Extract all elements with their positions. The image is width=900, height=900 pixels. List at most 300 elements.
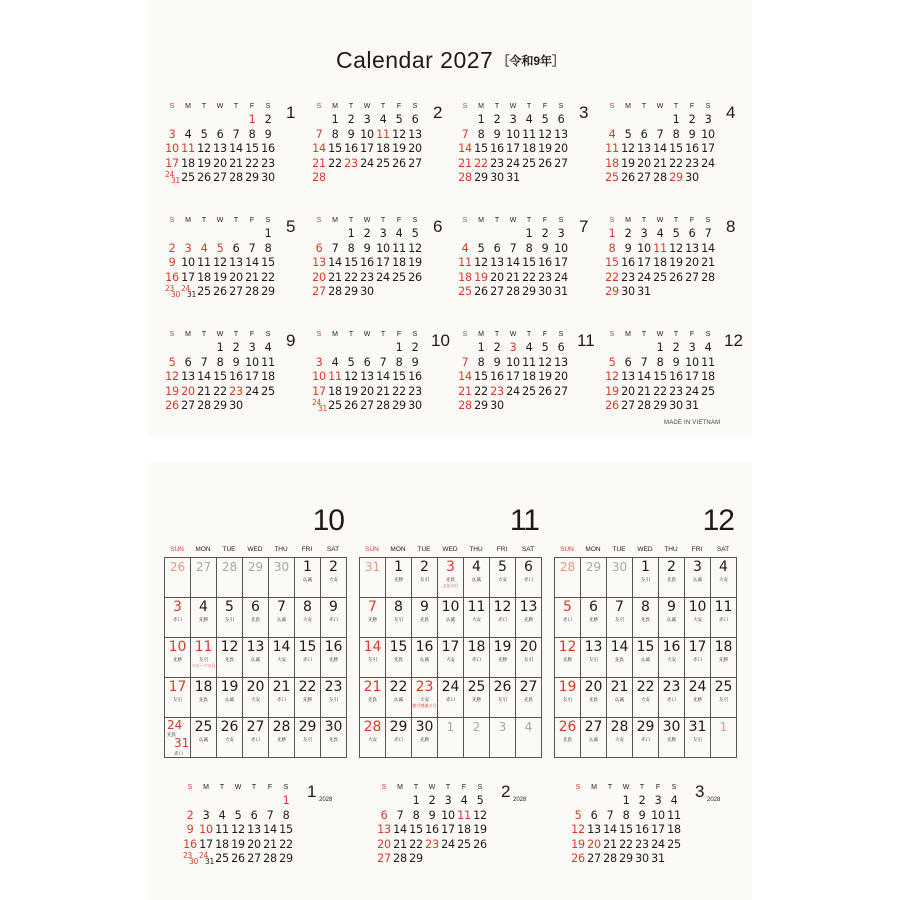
day-cell: 30 bbox=[669, 399, 683, 412]
day-cell: 21 bbox=[653, 156, 667, 170]
day-cell: 9 bbox=[541, 241, 549, 255]
weekday-label: T bbox=[494, 103, 500, 110]
rokuyo-label: 赤口 bbox=[693, 658, 702, 663]
rokuyo-label: 大安 bbox=[420, 698, 429, 703]
rokuyo-label: 先勝 bbox=[303, 698, 312, 703]
day-cell: 16 bbox=[360, 256, 374, 269]
day-cell: 14 bbox=[458, 370, 472, 383]
day-cell bbox=[321, 678, 347, 718]
day-cell: 27 bbox=[554, 156, 568, 170]
day-cell: 9 bbox=[428, 808, 436, 822]
day-cell: 2 bbox=[688, 113, 696, 126]
day-cell: 5 bbox=[347, 355, 355, 369]
day-cell: 25 bbox=[376, 156, 390, 170]
day-number: 2 bbox=[667, 559, 676, 575]
week-row bbox=[604, 113, 744, 128]
weekday-label: SUN bbox=[560, 546, 574, 553]
day-cell: 2 bbox=[363, 227, 371, 240]
day-cell bbox=[516, 678, 542, 718]
day-cell: 2 bbox=[232, 341, 240, 354]
day-cell bbox=[243, 598, 269, 638]
day-cell: 13 bbox=[637, 142, 651, 155]
day-number: 24 bbox=[199, 851, 208, 860]
day-cell: 17 bbox=[360, 142, 374, 155]
rokuyo-label: 友引 bbox=[641, 578, 650, 583]
day-number: 24 bbox=[688, 679, 707, 695]
day-cell: 18 bbox=[215, 837, 229, 851]
day-number: 9 bbox=[329, 599, 338, 615]
day-number: 23 bbox=[415, 679, 434, 695]
day-cell: 12 bbox=[538, 127, 552, 141]
rokuyo-label: 赤口 bbox=[563, 618, 572, 623]
day-cell: 29 bbox=[279, 852, 293, 865]
calendar-sheet-bottom bbox=[148, 463, 752, 900]
rokuyo-label: 先勝 bbox=[199, 618, 208, 623]
day-cell bbox=[607, 638, 633, 678]
weekday-label: T bbox=[219, 784, 225, 791]
day-number: 9 bbox=[420, 599, 429, 615]
day-cell: 4 bbox=[525, 113, 533, 126]
mini-month-2 bbox=[376, 781, 527, 867]
day-cell: 26 bbox=[605, 399, 619, 412]
weekday-label: W bbox=[216, 217, 224, 224]
day-cell: 12 bbox=[605, 370, 619, 383]
rokuyo-label: 赤口 bbox=[173, 618, 182, 623]
day-cell: 4 bbox=[460, 794, 468, 807]
day-cell: 20 bbox=[685, 256, 699, 269]
day-cell bbox=[191, 638, 217, 678]
day-cell: 3 bbox=[704, 113, 712, 126]
weekday-label: M bbox=[185, 217, 191, 224]
week-row bbox=[604, 256, 744, 271]
month-grid bbox=[359, 557, 542, 758]
rokuyo-label: 大安 bbox=[641, 698, 650, 703]
day-cell: 21 bbox=[393, 837, 407, 851]
day-cell bbox=[217, 678, 243, 718]
week-row bbox=[164, 341, 304, 356]
day-cell: 25 bbox=[522, 384, 536, 398]
rokuyo-label: 先勝 bbox=[420, 738, 429, 743]
weekday-label: W bbox=[363, 331, 371, 338]
weekday-label: S bbox=[316, 331, 322, 338]
day-cell: 14 bbox=[458, 142, 472, 155]
day-cell: 19 bbox=[538, 370, 552, 383]
day-cell: 19 bbox=[213, 270, 227, 284]
weekday-label: S bbox=[671, 784, 677, 791]
weekday-label: S bbox=[609, 217, 615, 224]
day-cell: 3 bbox=[202, 808, 210, 822]
weekday-row bbox=[359, 546, 541, 553]
day-cell: 6 bbox=[184, 355, 192, 369]
week-row bbox=[457, 370, 597, 385]
weekday-label: T bbox=[201, 331, 207, 338]
day-cell: 30 bbox=[621, 285, 635, 298]
weekday-row bbox=[182, 781, 322, 794]
week-row bbox=[457, 227, 597, 242]
day-cell: 4 bbox=[670, 794, 678, 807]
weekday-label: M bbox=[203, 784, 209, 791]
rokuyo-label: 大安 bbox=[667, 658, 676, 663]
day-cell bbox=[464, 638, 490, 678]
weekday-label: M bbox=[332, 103, 338, 110]
day-cell: 4 bbox=[395, 227, 403, 240]
day-cell: 6 bbox=[411, 113, 419, 126]
day-cell: 13 bbox=[247, 823, 261, 836]
day-cell: 25 bbox=[522, 156, 536, 170]
day-cell: 9 bbox=[624, 241, 632, 255]
day-cell: 3 bbox=[379, 227, 387, 240]
day-number: 25 bbox=[194, 719, 213, 735]
day-cell bbox=[685, 598, 711, 638]
day-cell: 16 bbox=[344, 142, 358, 155]
day-cell: 28 bbox=[458, 399, 472, 412]
weekday-row bbox=[604, 100, 744, 113]
day-number: 11 bbox=[467, 599, 486, 615]
month-number: 7 bbox=[579, 217, 589, 236]
weekday-row bbox=[604, 214, 744, 227]
day-cell bbox=[633, 638, 659, 678]
day-number: 29 bbox=[389, 719, 408, 735]
day-cell: 28 bbox=[637, 399, 651, 412]
day-cell bbox=[711, 678, 737, 718]
day-cell: 25 bbox=[197, 285, 211, 298]
day-number: 4 bbox=[199, 599, 208, 615]
day-cell: 19 bbox=[605, 384, 619, 398]
day-cell: 24 bbox=[360, 156, 374, 170]
day-cell: 19 bbox=[474, 270, 488, 284]
day-number: 7 bbox=[615, 599, 624, 615]
day-cell: 24 bbox=[245, 384, 259, 398]
week-row bbox=[570, 809, 710, 824]
day-number: 13 bbox=[584, 639, 603, 655]
day-cell: 15 bbox=[474, 142, 488, 155]
day-cell: 20 bbox=[360, 384, 374, 398]
day-cell: 20 bbox=[637, 156, 651, 170]
weekday-label: F bbox=[542, 331, 548, 338]
week-row bbox=[360, 638, 542, 678]
day-number: 31 bbox=[187, 290, 196, 299]
day-cell: 16 bbox=[685, 142, 699, 155]
day-number: 25 bbox=[714, 679, 733, 695]
weekday-row bbox=[164, 546, 346, 553]
day-number: 19 bbox=[220, 679, 239, 695]
weekday-label: T bbox=[494, 331, 500, 338]
day-cell bbox=[360, 678, 386, 718]
day-cell bbox=[244, 227, 260, 242]
day-cell: 12 bbox=[538, 355, 552, 369]
day-cell: 20 bbox=[213, 156, 227, 170]
day-cell bbox=[321, 558, 347, 598]
weekday-label: SAT bbox=[521, 546, 535, 553]
weekday-row bbox=[457, 100, 597, 113]
day-cell: 24 bbox=[685, 384, 699, 398]
weekday-label: M bbox=[478, 331, 484, 338]
day-number: 29 bbox=[298, 719, 317, 735]
week-row bbox=[604, 399, 744, 414]
calendar-sheet-top bbox=[148, 0, 752, 436]
day-cell bbox=[359, 171, 375, 186]
day-cell: 21 bbox=[701, 256, 715, 269]
day-number: 21 bbox=[272, 679, 291, 695]
day-cell: 5 bbox=[574, 808, 582, 822]
day-cell: 15 bbox=[474, 370, 488, 383]
rokuyo-label: 先負 bbox=[329, 738, 338, 743]
day-cell bbox=[359, 341, 375, 356]
day-cell: 9 bbox=[493, 355, 501, 369]
day-cell: 17 bbox=[637, 256, 651, 269]
day-cell: 1 bbox=[395, 341, 403, 354]
day-cell: 13 bbox=[213, 142, 227, 155]
holiday-name: 勤労感謝の日 bbox=[412, 703, 437, 708]
day-number: 28 bbox=[363, 719, 382, 735]
day-cell: 18 bbox=[261, 370, 275, 383]
day-cell: 19 bbox=[165, 384, 179, 398]
weekday-label: T bbox=[348, 331, 354, 338]
week-row bbox=[604, 171, 744, 186]
day-number: 23 bbox=[183, 851, 192, 860]
day-cell bbox=[438, 718, 464, 758]
day-cell: 15 bbox=[392, 370, 406, 383]
day-cell: 6 bbox=[590, 808, 598, 822]
day-cell: 9 bbox=[232, 355, 240, 369]
day-cell: 28 bbox=[701, 270, 715, 284]
day-cell: 2 bbox=[624, 227, 632, 240]
day-cell: 3 bbox=[557, 227, 565, 240]
day-cell: 21 bbox=[506, 270, 520, 284]
weekday-label: W bbox=[216, 103, 224, 110]
weekday-label: S bbox=[705, 103, 711, 110]
week-row bbox=[457, 242, 597, 257]
day-cell bbox=[327, 341, 343, 356]
day-number: 9 bbox=[667, 599, 676, 615]
day-cell bbox=[700, 399, 716, 414]
day-cell bbox=[464, 598, 490, 638]
day-number: 28 bbox=[272, 719, 291, 735]
day-cell: 14 bbox=[393, 823, 407, 836]
mini-month-3 bbox=[457, 100, 597, 186]
calendar-title-era: ［令和9年］ bbox=[497, 54, 565, 68]
day-cell: 5 bbox=[411, 227, 419, 240]
day-cell: 23 bbox=[360, 270, 374, 284]
day-cell: 6 bbox=[688, 227, 696, 240]
day-cell bbox=[321, 718, 347, 758]
day-cell: 17 bbox=[165, 156, 179, 170]
rokuyo-label: 赤口 bbox=[251, 738, 260, 743]
day-cell bbox=[633, 678, 659, 718]
day-cell bbox=[243, 678, 269, 718]
rokuyo-label: 先負 bbox=[225, 658, 234, 663]
week-row bbox=[555, 638, 737, 678]
rokuyo-label: 赤口 bbox=[498, 618, 507, 623]
day-cell bbox=[521, 399, 537, 414]
weekday-label: S bbox=[169, 217, 175, 224]
day-cell: 17 bbox=[376, 256, 390, 269]
day-cell bbox=[489, 227, 505, 242]
weekday-label: WED bbox=[247, 546, 263, 553]
day-cell: 21 bbox=[637, 384, 651, 398]
day-cell: 30 bbox=[490, 399, 504, 412]
weekday-label: T bbox=[233, 103, 239, 110]
day-cell bbox=[424, 852, 440, 867]
day-cell bbox=[311, 227, 327, 242]
day-cell: 28 bbox=[245, 285, 259, 298]
mini-month-6 bbox=[311, 214, 451, 300]
day-number: 10 bbox=[441, 599, 460, 615]
weekday-label: SAT bbox=[716, 546, 730, 553]
day-cell bbox=[228, 113, 244, 128]
day-cell: 4 bbox=[331, 355, 339, 369]
weekday-label: W bbox=[363, 217, 371, 224]
rokuyo-label: 赤口 bbox=[174, 752, 183, 757]
day-cell: 28 bbox=[312, 171, 326, 184]
day-cell bbox=[472, 852, 488, 867]
day-cell: 24 bbox=[376, 270, 390, 284]
weekday-label: M bbox=[185, 103, 191, 110]
day-cell: 11 bbox=[653, 241, 667, 255]
mini-month-9 bbox=[164, 328, 304, 414]
rokuyo-label: 先負 bbox=[563, 738, 572, 743]
day-cell: 14 bbox=[229, 142, 243, 155]
day-number: 6 bbox=[589, 599, 598, 615]
day-number: 7 bbox=[277, 599, 286, 615]
day-cell bbox=[191, 598, 217, 638]
day-cell: 1 bbox=[525, 227, 533, 240]
day-cell: 7 bbox=[461, 355, 469, 369]
day-cell bbox=[269, 718, 295, 758]
day-cell: 30 bbox=[229, 399, 243, 412]
weekday-label: T bbox=[251, 784, 257, 791]
rokuyo-label: 仏滅 bbox=[199, 738, 208, 743]
weekday-label: S bbox=[558, 217, 564, 224]
day-cell: 14 bbox=[701, 241, 715, 255]
day-cell: 27 bbox=[247, 852, 261, 865]
week-row bbox=[457, 256, 597, 271]
week-row bbox=[164, 399, 304, 414]
day-cell: 2 bbox=[672, 341, 680, 354]
day-number: 30 bbox=[189, 857, 198, 866]
weekday-label: S bbox=[412, 217, 418, 224]
day-cell: 11 bbox=[522, 355, 536, 369]
mini-month-11 bbox=[457, 328, 597, 414]
weekday-label: T bbox=[380, 331, 386, 338]
weekday-label: S bbox=[462, 217, 468, 224]
day-cell: 29 bbox=[474, 399, 488, 412]
day-cell bbox=[652, 113, 668, 128]
weekday-label: M bbox=[478, 217, 484, 224]
day-cell: 20 bbox=[490, 270, 504, 284]
mini-month-1 bbox=[164, 100, 304, 186]
weekday-label: W bbox=[216, 331, 224, 338]
day-cell: 12 bbox=[473, 808, 487, 822]
mini-month-12 bbox=[604, 328, 744, 414]
day-cell: 18 bbox=[458, 270, 472, 284]
day-cell bbox=[165, 598, 191, 638]
rokuyo-label: 友引 bbox=[420, 578, 429, 583]
day-cell: 8 bbox=[248, 127, 256, 141]
weekday-label: M bbox=[625, 331, 631, 338]
weekday-label: T bbox=[673, 103, 679, 110]
rokuyo-label: 友引 bbox=[498, 698, 507, 703]
day-cell bbox=[212, 113, 228, 128]
weekday-label: S bbox=[609, 331, 615, 338]
day-cell bbox=[505, 399, 521, 414]
day-cell: 26 bbox=[344, 399, 358, 412]
day-number: 31 bbox=[205, 857, 214, 866]
weekday-label: S bbox=[705, 217, 711, 224]
day-cell: 31 bbox=[637, 285, 651, 298]
weekday-label: F bbox=[689, 103, 695, 110]
day-cell: 7 bbox=[656, 127, 664, 141]
calendar-title bbox=[148, 47, 752, 74]
rokuyo-label: 友引 bbox=[524, 658, 533, 663]
day-cell bbox=[581, 718, 607, 758]
day-cell: 22 bbox=[474, 384, 488, 398]
day-cell: 19 bbox=[571, 837, 585, 851]
day-cell bbox=[412, 638, 438, 678]
day-cell bbox=[412, 598, 438, 638]
day-cell: 21 bbox=[229, 156, 243, 170]
rokuyo-label: 先負 bbox=[251, 618, 260, 623]
day-cell: 9 bbox=[688, 127, 696, 141]
day-cell: 4 bbox=[200, 241, 208, 255]
day-cell: 1 bbox=[672, 113, 680, 126]
day-cell: 10 bbox=[376, 241, 390, 255]
week-row bbox=[311, 157, 451, 172]
rokuyo-label: 赤口 bbox=[641, 738, 650, 743]
day-number: 8 bbox=[303, 599, 312, 615]
day-cell bbox=[164, 171, 180, 186]
day-cell bbox=[375, 171, 391, 186]
week-row bbox=[182, 838, 322, 853]
day-cell bbox=[217, 638, 243, 678]
rokuyo-label: 先負 bbox=[667, 578, 676, 583]
day-number: 25 bbox=[467, 679, 486, 695]
day-number: 5 bbox=[563, 599, 572, 615]
weekday-label: W bbox=[509, 217, 517, 224]
week-row bbox=[164, 356, 304, 371]
week-row bbox=[311, 113, 451, 128]
day-cell bbox=[457, 341, 473, 356]
day-cell: 6 bbox=[232, 241, 240, 255]
day-cell: 15 bbox=[653, 370, 667, 383]
day-cell: 16 bbox=[408, 370, 422, 383]
day-cell: 4 bbox=[264, 341, 272, 354]
day-cell bbox=[464, 678, 490, 718]
week-row bbox=[457, 341, 597, 356]
day-cell: 31 bbox=[506, 171, 520, 184]
day-cell: 9 bbox=[411, 355, 419, 369]
day-cell bbox=[659, 598, 685, 638]
weekday-label: F bbox=[249, 217, 255, 224]
week-row bbox=[604, 142, 744, 157]
day-cell: 1 bbox=[622, 794, 630, 807]
day-cell: 8 bbox=[622, 808, 630, 822]
day-cell: 7 bbox=[331, 241, 339, 255]
day-cell: 10 bbox=[165, 142, 179, 155]
day-cell bbox=[180, 341, 196, 356]
day-cell: 2 bbox=[347, 113, 355, 126]
weekday-label: T bbox=[201, 217, 207, 224]
week-row bbox=[457, 128, 597, 143]
day-cell: 6 bbox=[363, 355, 371, 369]
week-row bbox=[311, 142, 451, 157]
rokuyo-label: 大安 bbox=[446, 658, 455, 663]
day-cell: 26 bbox=[473, 837, 487, 851]
day-cell: 25 bbox=[181, 171, 195, 184]
day-cell: 9 bbox=[672, 355, 680, 369]
day-cell bbox=[659, 638, 685, 678]
day-cell bbox=[490, 558, 516, 598]
